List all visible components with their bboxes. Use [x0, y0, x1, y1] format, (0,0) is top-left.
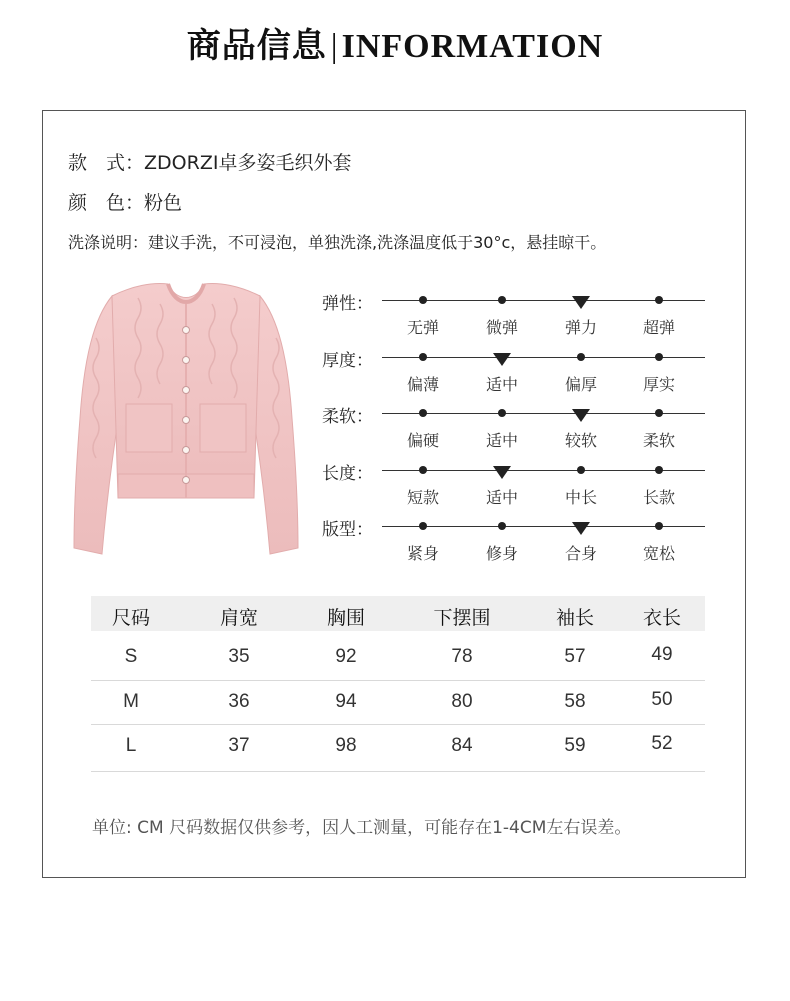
scale-dot — [419, 296, 427, 304]
table-header-cell: 胸围 — [326, 607, 366, 629]
product-image-cardigan — [72, 278, 300, 560]
scale-option: 弹力 — [564, 318, 597, 337]
measurement-note: 单位: CM 尺码数据仅供参考，因人工测量，可能存在1-4CM左右误差。 — [92, 818, 632, 838]
scale-dot — [577, 466, 585, 474]
table-cell: 80 — [451, 691, 473, 712]
title-cn: 商品信息 — [186, 26, 327, 66]
table-cell: 84 — [451, 735, 473, 756]
scale-option: 短款 — [406, 488, 439, 507]
selected-marker-icon — [493, 353, 511, 366]
scale-dot — [655, 466, 663, 474]
scale-dot — [419, 522, 427, 530]
scale-dot — [498, 409, 506, 417]
table-cell: 94 — [335, 691, 357, 712]
scale-option: 宽松 — [642, 544, 675, 563]
scale-option: 适中 — [485, 488, 518, 507]
scale-option: 偏厚 — [564, 375, 597, 394]
title-separator: | — [330, 28, 338, 65]
table-cell: 78 — [451, 646, 473, 667]
care-instructions: 洗涤说明：建议手洗，不可浸泡，单独洗涤,洗涤温度低于30°c，悬挂晾干。 — [68, 233, 607, 252]
scale-label: 长度： — [322, 464, 373, 484]
table-row-divider — [91, 771, 705, 772]
size-table-header — [91, 596, 705, 631]
color-label: 颜 色： — [68, 192, 145, 214]
style-value: ZDORZI卓多姿毛织外套 — [144, 152, 352, 174]
page-title — [0, 18, 790, 67]
table-header-cell: 下摆围 — [433, 607, 491, 629]
scale-option: 适中 — [485, 431, 518, 450]
color-row — [68, 188, 182, 215]
table-cell: 58 — [564, 691, 586, 712]
scale-dot — [577, 353, 585, 361]
table-header-cell: 袖长 — [555, 607, 595, 629]
scale-dot — [498, 522, 506, 530]
table-cell: 57 — [564, 646, 586, 667]
scale-option: 超弹 — [642, 318, 675, 337]
scale-dot — [655, 522, 663, 530]
scale-label: 柔软： — [322, 407, 373, 427]
scale-option: 修身 — [485, 544, 518, 563]
style-label: 款 式： — [68, 152, 145, 174]
table-cell: 52 — [651, 733, 673, 754]
table-cell: 35 — [228, 646, 250, 667]
table-cell: 36 — [228, 691, 250, 712]
scale-option: 合身 — [564, 544, 597, 563]
scale-option: 紧身 — [406, 544, 439, 563]
style-row — [68, 148, 351, 175]
scale-option: 微弹 — [485, 318, 518, 337]
scale-option: 无弹 — [406, 318, 439, 337]
scale-dot — [655, 409, 663, 417]
scale-dot — [419, 466, 427, 474]
scale-dot — [655, 296, 663, 304]
scale-option: 长款 — [642, 488, 675, 507]
selected-marker-icon — [572, 296, 590, 309]
scale-option: 偏薄 — [406, 375, 439, 394]
table-cell: S — [124, 646, 138, 667]
scale-dot — [419, 353, 427, 361]
table-cell: 50 — [651, 689, 673, 710]
scale-label: 厚度： — [322, 351, 373, 371]
scale-option: 偏硬 — [406, 431, 439, 450]
scale-label: 版型： — [322, 520, 373, 540]
table-cell: 49 — [651, 644, 673, 665]
selected-marker-icon — [572, 409, 590, 422]
table-header-cell: 衣长 — [642, 607, 682, 629]
scale-dot — [655, 353, 663, 361]
scale-label: 弹性： — [322, 294, 373, 314]
table-cell: 59 — [564, 735, 586, 756]
scale-dot — [419, 409, 427, 417]
scale-option: 适中 — [485, 375, 518, 394]
scale-option: 厚实 — [642, 375, 675, 394]
scale-option: 较软 — [564, 431, 597, 450]
table-row-divider — [91, 680, 705, 681]
table-cell: M — [123, 691, 139, 712]
table-cell: 37 — [228, 735, 250, 756]
selected-marker-icon — [572, 522, 590, 535]
table-cell: 98 — [335, 735, 357, 756]
color-value: 粉色 — [144, 192, 183, 214]
scale-option: 柔软 — [642, 431, 675, 450]
selected-marker-icon — [493, 466, 511, 479]
table-header-cell: 尺码 — [111, 607, 151, 629]
table-row-divider — [91, 724, 705, 725]
table-header-cell: 肩宽 — [219, 607, 259, 629]
scale-option: 中长 — [564, 488, 597, 507]
title-en: INFORMATION — [341, 28, 604, 65]
table-cell: 92 — [335, 646, 357, 667]
table-cell: L — [125, 735, 137, 756]
scale-dot — [498, 296, 506, 304]
